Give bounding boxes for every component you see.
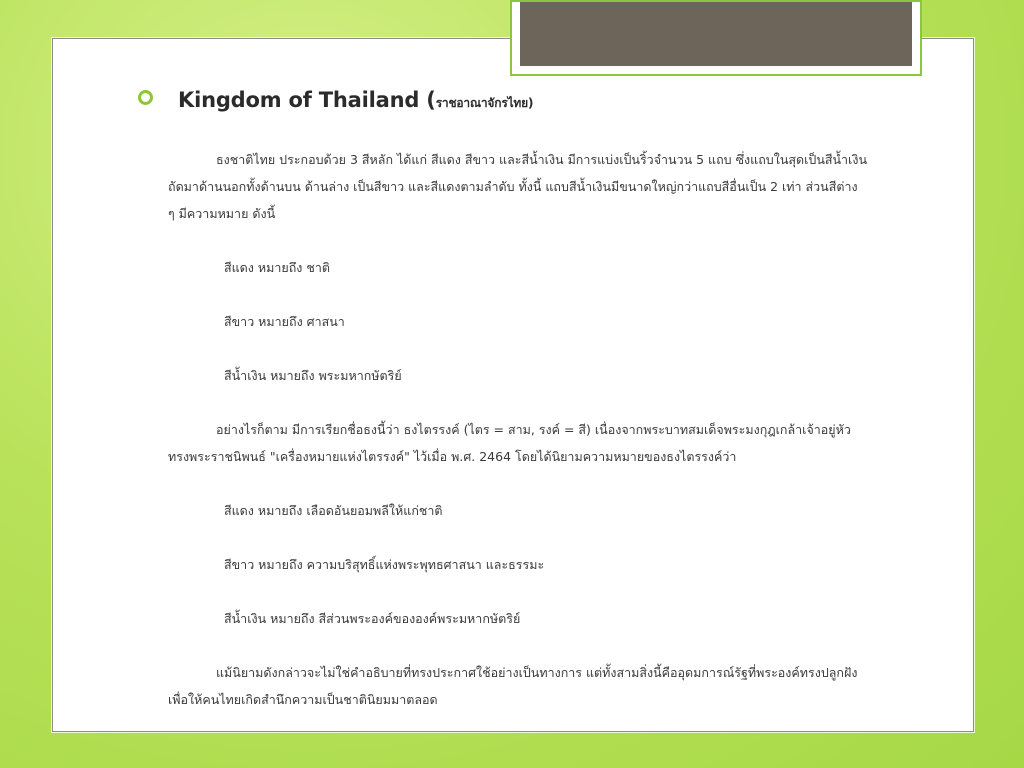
trairong-red: สีแดง หมายถึง เลือดอันยอมพลีให้แก่ชาติ bbox=[224, 503, 443, 518]
header-photo-frame bbox=[510, 0, 922, 76]
meaning-red: สีแดง หมายถึง ชาติ bbox=[224, 260, 330, 275]
paragraph-conclusion: แม้นิยามดังกล่าวจะไม่ใช่คำอธิบายที่ทรงประกาศใช้อย่างเป็นทางการ แต่ทั้งสามสิ่งนี้คืออุดมการณ์รัฐที่พระองค์ทรงปลูกฝัง เพื่อให้คนไทยเกิดสำนึกความเป็นชาตินิยมมาตลอด bbox=[168, 665, 858, 707]
meaning-white: สีขาว หมายถึง ศาสนา bbox=[224, 314, 345, 329]
heading-thai: ราชอาณาจักรไทย) bbox=[435, 96, 534, 110]
heading-english: Kingdom of Thailand ( bbox=[178, 88, 436, 112]
paragraph-flag-description: ธงชาติไทย ประกอบด้วย 3 สีหลัก ได้แก่ สีแดง สีขาว และสีน้ำเงิน มีการแบ่งเป็นริ้วจำนวน 5 แถบ ซึ่งแถบในสุดเป็นสีน้ำเงิน ถัดมาด้านนอกทั้งด้านบน ด้านล่าง เป็นสีขาว และสีแดงตามลำดับ ทั้งนี้ แถบสีน้ำเงินมีขนาดใหญ่กว่าแถบสีอื่นเป็น 2 เท่า ส่วนสีต่าง ๆ มีความหมาย ดังนี้ bbox=[168, 152, 867, 221]
meaning-blue: สีน้ำเงิน หมายถึง พระมหากษัตริย์ bbox=[224, 368, 402, 383]
trairong-white: สีขาว หมายถึง ความบริสุทธิ์แห่งพระพุทธศาสนา และธรรมะ bbox=[224, 557, 545, 572]
bullet-circle-icon bbox=[138, 90, 153, 105]
heading-row bbox=[138, 88, 533, 113]
header-photo-placeholder bbox=[520, 2, 912, 66]
paragraph-trairong: อย่างไรก็ตาม มีการเรียกชื่อธงนี้ว่า ธงไตรรงค์ (ไตร = สาม, รงค์ = สี) เนื่องจากพระบาทสมเด็จพระมงกุฎเกล้าเจ้าอยู่หัว ทรงพระราชนิพนธ์ "เครื่องหมายแห่งไตรรงค์" ไว้เมื่อ พ.ศ. 2464 โดยได้นิยามความหมายของธงไตรรงค์ว่า bbox=[168, 422, 851, 464]
trairong-blue: สีน้ำเงิน หมายถึง สีส่วนพระองค์ขององค์พระมหากษัตริย์ bbox=[224, 611, 521, 626]
slide-heading bbox=[178, 88, 533, 113]
slide-body bbox=[168, 146, 868, 713]
